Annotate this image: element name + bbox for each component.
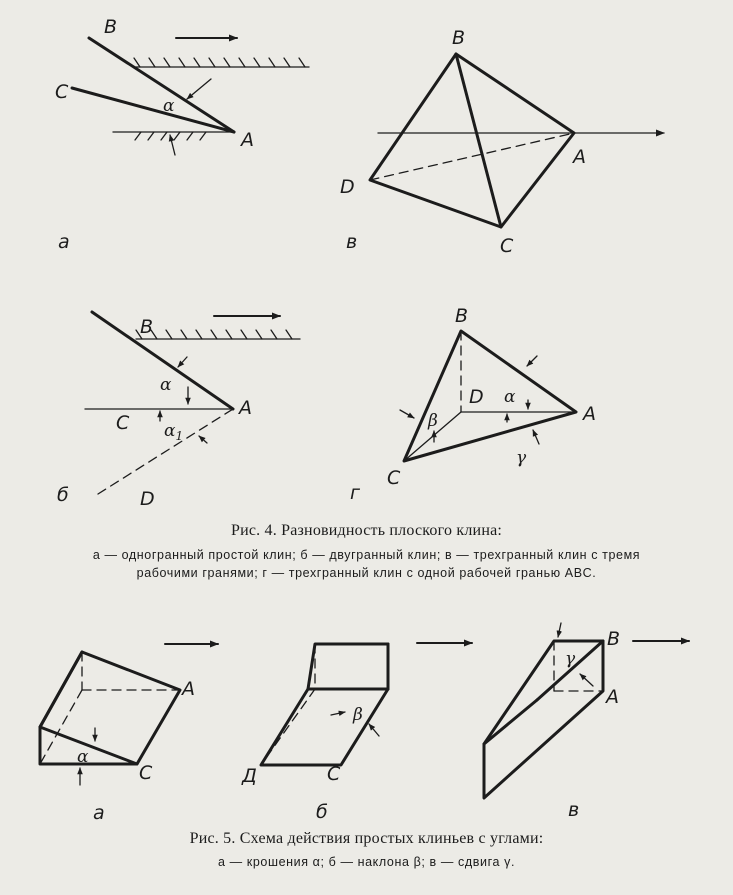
fig4-panel-v <box>340 27 664 257</box>
label-B: B <box>452 27 466 49</box>
label-gamma: γ <box>516 448 527 468</box>
wedge-outline <box>404 331 576 461</box>
fig4-caption-line2: рабочими гранями; г — трехгранный клин с одной рабочей гранью ABC. <box>136 566 597 580</box>
label-alpha1-letter: α <box>164 421 176 441</box>
hidden-edge-diag <box>261 689 315 765</box>
label-alpha: α <box>77 747 89 767</box>
label-A: A <box>241 129 254 151</box>
label-A: A <box>239 397 252 419</box>
panel-sub-g: г <box>350 482 360 504</box>
fig4-caption-line1: а — одногранный простой клин; б — двугранный клин; в — трехгранный клин с тремя <box>92 548 641 562</box>
panel-sub-a: а <box>58 231 70 253</box>
line-CA <box>72 88 234 132</box>
label-C: C <box>327 763 341 785</box>
pointer-arrow-upper <box>187 79 211 99</box>
label-gamma: γ <box>565 649 576 669</box>
label-C: C <box>387 467 401 489</box>
label-D: Д <box>242 765 257 787</box>
label-D: D <box>140 488 155 510</box>
pointer-beta-left <box>331 712 345 715</box>
label-B: B <box>140 316 154 338</box>
label-beta: β <box>428 411 438 431</box>
panel-sub-b: б <box>316 801 328 823</box>
edge-front <box>40 727 137 764</box>
fig5-panel-v <box>484 623 689 821</box>
fig4-panel-g <box>350 305 596 504</box>
label-A: A <box>573 146 586 168</box>
hidden-edge-diag <box>40 690 82 764</box>
pointer-arrow-lower <box>170 135 175 155</box>
label-C: C <box>55 81 69 103</box>
pointer-face <box>527 356 537 366</box>
label-B: B <box>104 16 118 38</box>
pointer-gamma <box>580 674 593 686</box>
hatch-top <box>136 330 292 339</box>
pointer-beta-right <box>369 724 379 736</box>
fig4-caption-title: Рис. 4. Разновидность плоского клина: <box>230 522 503 539</box>
panel-sub-b: б <box>57 484 69 506</box>
panel-sub-v: в <box>346 231 358 253</box>
label-B: B <box>607 628 621 650</box>
fig5-panel-b <box>241 643 472 823</box>
fig5-caption-title: Рис. 5. Схема действия простых клиньев с углами: <box>189 830 544 847</box>
tetra-outline <box>370 54 574 227</box>
pointer-beta <box>400 410 414 418</box>
label-A: A <box>182 678 195 700</box>
fig5-panel-a <box>40 644 218 824</box>
label-D: D <box>469 386 484 408</box>
pointer-gamma <box>533 430 539 444</box>
prism-outline <box>40 652 180 764</box>
panel-sub-a: а <box>93 802 105 824</box>
label-alpha: α <box>160 375 172 395</box>
label-A: A <box>606 686 619 708</box>
label-A: A <box>583 403 596 425</box>
fig5-caption-line1: а — крошения α; б — наклона β; в — сдвига γ. <box>217 855 516 869</box>
fig4-panel-a <box>55 16 309 253</box>
prism-outline <box>484 641 603 798</box>
label-D: D <box>340 176 355 198</box>
edge-top-left <box>40 652 82 727</box>
label-C: C <box>500 235 514 257</box>
label-alpha1 <box>164 421 183 443</box>
pointer-arrow-upper <box>178 357 187 367</box>
panel-sub-v: в <box>568 799 580 821</box>
label-alpha: α <box>163 96 175 116</box>
label-beta: β <box>353 705 363 725</box>
label-B: B <box>455 305 469 327</box>
prism-outline <box>261 644 388 765</box>
label-C: C <box>116 412 130 434</box>
pointer-gamma-top <box>558 623 561 637</box>
line-BA <box>89 38 234 132</box>
hatch-top <box>134 58 305 67</box>
label-alpha: α <box>504 387 516 407</box>
label-alpha1-index: 1 <box>175 429 184 443</box>
label-C: C <box>139 762 153 784</box>
fig4-panel-b <box>57 312 300 510</box>
pointer-arrow-lower <box>199 436 207 443</box>
